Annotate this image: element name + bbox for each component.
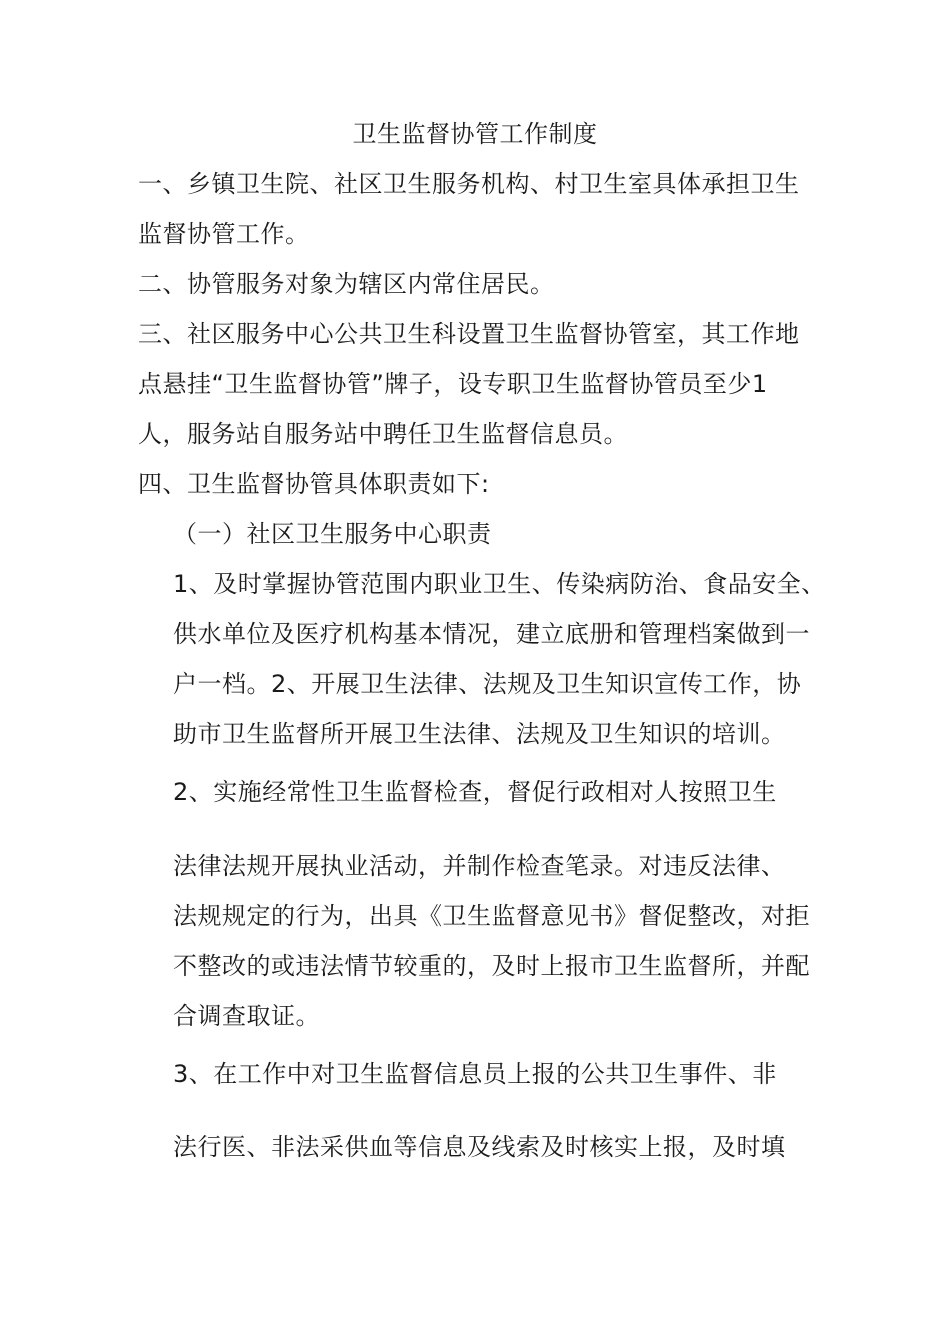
text-line: 2、实施经常性卫生监督检查，督促行政相对人按照卫生 bbox=[173, 778, 777, 806]
text-line: 不整改的或违法情节较重的，及时上报市卫生监督所，并配 bbox=[173, 952, 810, 980]
text-line: 二、协管服务对象为辖区内常住居民。 bbox=[138, 270, 555, 298]
text-line: 一、乡镇卫生院、社区卫生服务机构、村卫生室具体承担卫生 bbox=[138, 170, 800, 198]
text-line: 法规规定的行为，出具《卫生监督意见书》督促整改，对拒 bbox=[173, 902, 810, 930]
subheading: （一）社区卫生服务中心职责 bbox=[173, 520, 492, 548]
text-line: 点悬挂“卫生监督协管”牌子，设专职卫生监督协管员至少1 bbox=[138, 370, 768, 398]
text-line: 1、及时掌握协管范围内职业卫生、传染病防治、食品安全、 bbox=[173, 570, 826, 598]
text-line: 法行医、非法采供血等信息及线索及时核实上报，及时填 bbox=[173, 1133, 786, 1161]
text-line: 3、在工作中对卫生监督信息员上报的公共卫生事件、非 bbox=[173, 1060, 777, 1088]
text-line: 监督协管工作。 bbox=[138, 220, 310, 248]
text-line: 供水单位及医疗机构基本情况，建立底册和管理档案做到一 bbox=[173, 620, 810, 648]
text-line: 户一档。2、开展卫生法律、法规及卫生知识宣传工作，协 bbox=[173, 670, 802, 698]
text-line: 三、社区服务中心公共卫生科设置卫生监督协管室，其工作地 bbox=[138, 320, 800, 348]
text-line: 人，服务站自服务站中聘任卫生监督信息员。 bbox=[138, 420, 628, 448]
text-line: 合调查取证。 bbox=[173, 1002, 320, 1030]
text-line: 助市卫生监督所开展卫生法律、法规及卫生知识的培训。 bbox=[173, 720, 786, 748]
text-line: 法律法规开展执业活动，并制作检查笔录。对违反法律、 bbox=[173, 852, 786, 880]
document-title: 卫生监督协管工作制度 bbox=[352, 120, 598, 148]
text-line: 四、卫生监督协管具体职责如下: bbox=[138, 470, 490, 498]
